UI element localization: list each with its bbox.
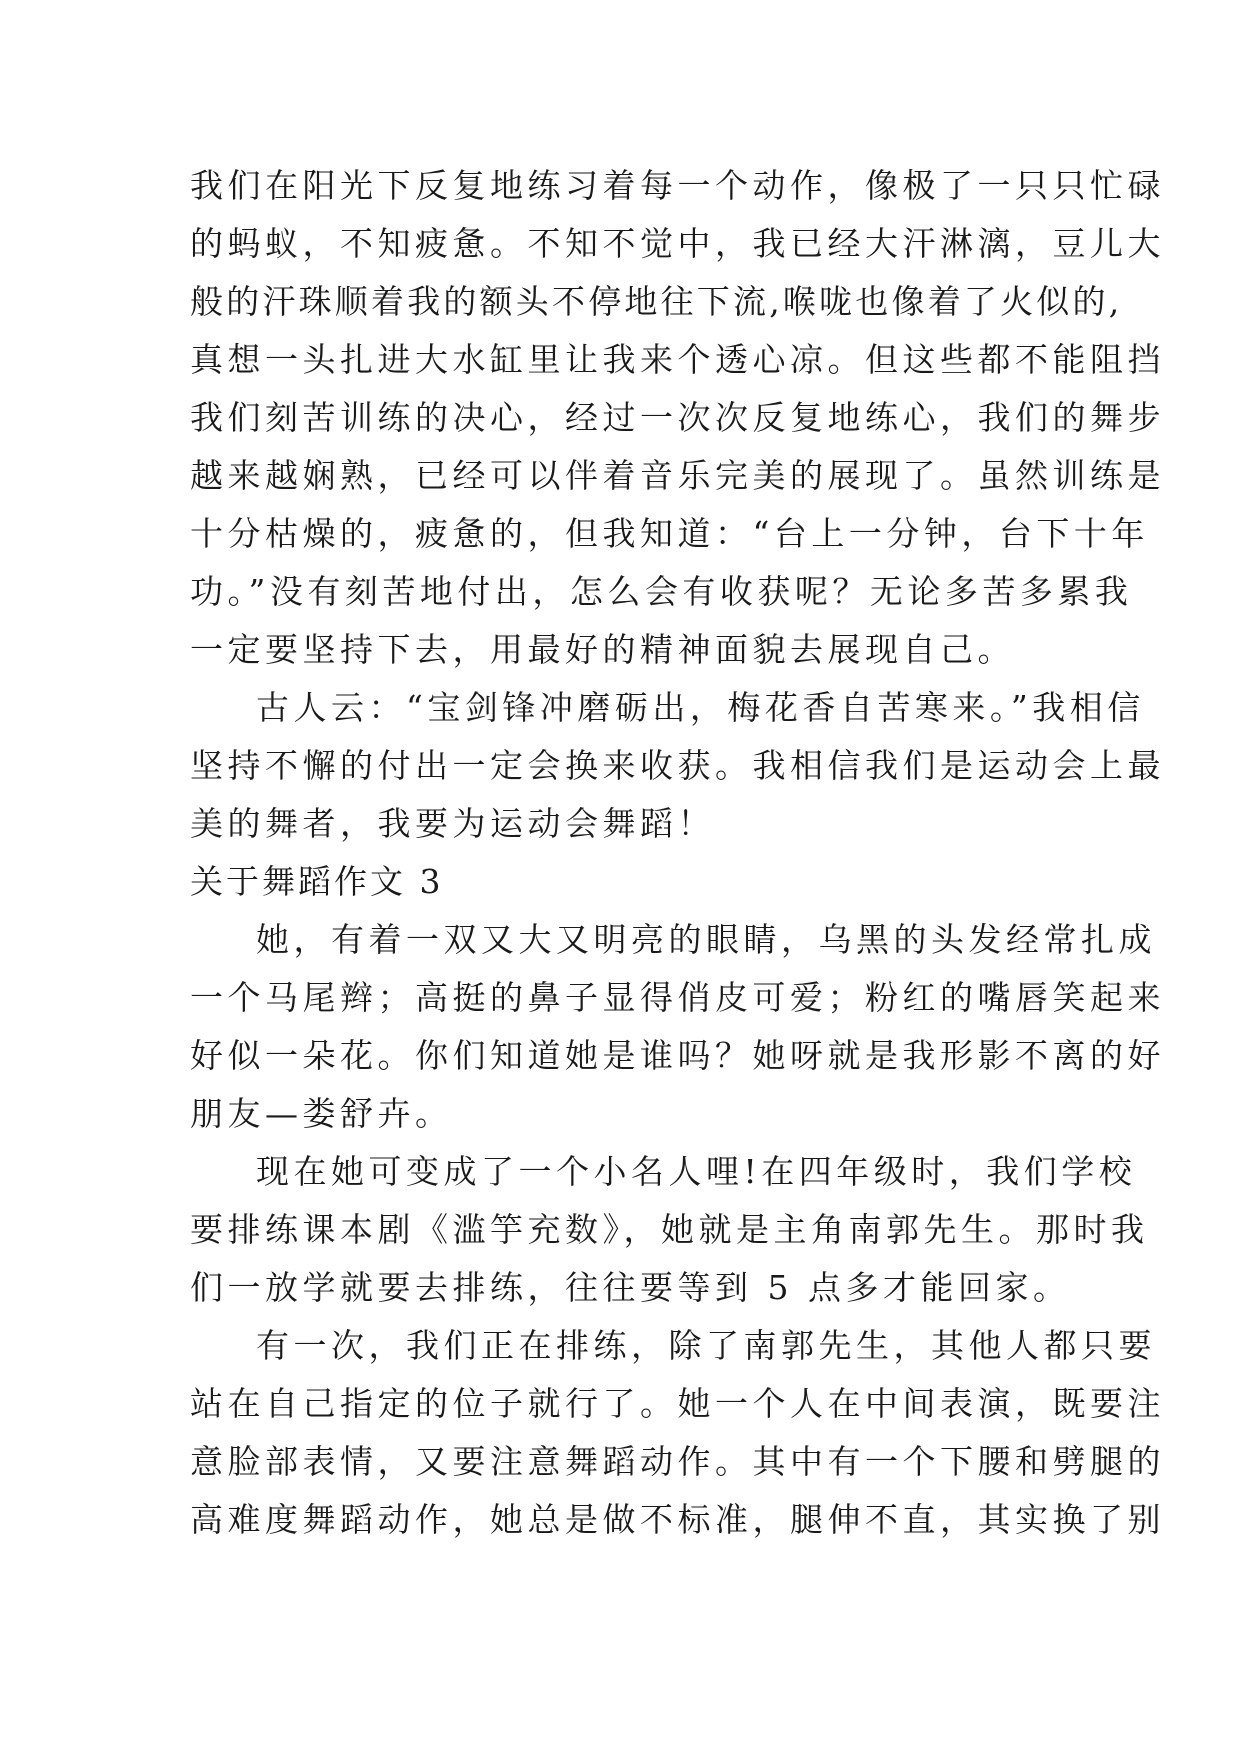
paragraph-line: 我们刻苦训练的决心，经过一次次反复地练心，我们的舞步 [190,398,1165,437]
paragraph-line: 她，有着一双又大又明亮的眼睛，乌黑的头发经常扎成 [256,920,1156,959]
paragraph-line: 古人云：“宝剑锋冲磨砺出，梅花香自苦寒来。”我相信 [256,688,1145,727]
paragraph-line: 意脸部表情，又要注意舞蹈动作。其中有一个下腰和劈腿的 [190,1442,1165,1481]
paragraph-line: 一定要坚持下去，用最好的精神面貌去展现自己。 [190,630,1015,669]
paragraph-line: 好似一朵花。你们知道她是谁吗？她呀就是我形影不离的好 [190,1036,1165,1075]
section-heading: 关于舞蹈作文 3 [190,862,444,901]
paragraph-line: 坚持不懈的付出一定会换来收获。我相信我们是运动会上最 [190,746,1165,785]
paragraph-line: 我们在阳光下反复地练习着每一个动作，像极了一只只忙碌 [190,166,1165,205]
paragraph-line: 功。”没有刻苦地付出，怎么会有收获呢？无论多苦多累我 [190,572,1133,611]
paragraph-line: 十分枯燥的，疲惫的，但我知道：“台上一分钟，台下十年 [190,514,1149,553]
paragraph-line: 高难度舞蹈动作，她总是做不标准，腿伸不直，其实换了别 [190,1500,1165,1539]
paragraph-line: 一个马尾辫；高挺的鼻子显得俏皮可爱；粉红的嘴唇笑起来 [190,978,1165,1017]
document-body [190,157,1165,1549]
paragraph-line: 们一放学就要去排练，往往要等到 5 点多才能回家。 [190,1268,1071,1307]
paragraph-line: 越来越娴熟，已经可以伴着音乐完美的展现了。虽然训练是 [190,456,1165,495]
paragraph-line: 现在她可变成了一个小名人哩!在四年级时，我们学校 [256,1152,1137,1191]
paragraph-line: 站在自己指定的位子就行了。她一个人在中间表演，既要注 [190,1384,1165,1423]
paragraph-line: 要排练课本剧《滥竽充数》，她就是主角南郭先生。那时我 [190,1210,1149,1249]
paragraph-line: 的蚂蚁，不知疲惫。不知不觉中，我已经大汗淋漓，豆儿大 [190,224,1165,263]
paragraph-line: 朋友—娄舒卉。 [190,1094,453,1133]
paragraph-line: 般的汗珠顺着我的额头不停地往下流,喉咙也像着了火似的, [190,282,1123,321]
paragraph-line: 有一次，我们正在排练，除了南郭先生，其他人都只要 [256,1326,1156,1365]
paragraph-line: 真想一头扎进大水缸里让我来个透心凉。但这些都不能阻挡 [190,340,1165,379]
paragraph-line: 美的舞者，我要为运动会舞蹈！ [190,804,715,843]
